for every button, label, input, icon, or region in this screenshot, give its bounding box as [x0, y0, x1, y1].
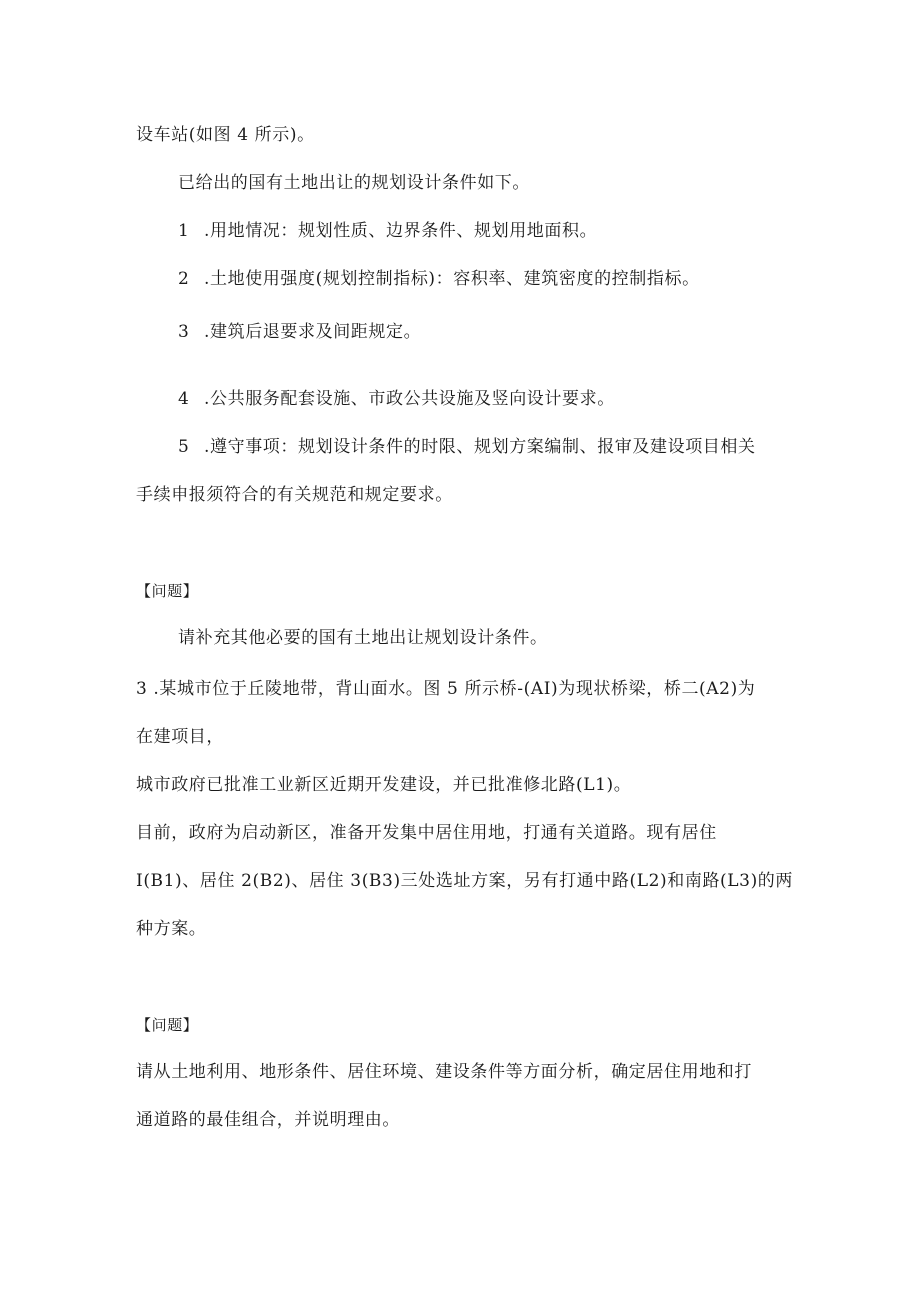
question-text: 通道路的最佳组合，并说明理由。: [136, 1110, 400, 1130]
problem-3-line: I(B1)、居住 2(B2)、居住 3(B3)三处选址方案，另有打通中路(L2)和南路(L3)的两: [136, 871, 794, 891]
condition-number: 4: [178, 389, 190, 409]
question-text: 请从土地利用、地形条件、居住环境、建设条件等方面分析，确定居住用地和打: [136, 1062, 752, 1082]
condition-item-5-continuation: 手续申报须符合的有关规范和规定要求。: [136, 485, 453, 505]
condition-number: 2: [178, 269, 190, 289]
paragraph-intro: 已给出的国有土地出让的规划设计条件如下。: [178, 173, 530, 193]
paragraph-line: 设车站(如图 4 所示)。: [136, 125, 315, 145]
problem-3-line: 在建项目，: [136, 727, 224, 747]
condition-text: .用地情况：规划性质、边界条件、规划用地面积。: [204, 221, 598, 241]
condition-item-1: [178, 220, 597, 242]
problem-3-line: 种方案。: [136, 919, 207, 939]
condition-text: .公共服务配套设施、市政公共设施及竖向设计要求。: [204, 389, 615, 409]
question-text: 请补充其他必要的国有土地出让规划设计条件。: [178, 628, 548, 648]
question-label: 【问题】: [136, 582, 199, 600]
condition-text: .建筑后退要求及间距规定。: [204, 322, 422, 342]
condition-item-5: [178, 436, 756, 458]
condition-number: 1: [178, 221, 190, 241]
problem-3-line: 3 .某城市位于丘陵地带，背山面水。图 5 所示桥-(AI)为现状桥梁，桥二(A2)为: [136, 679, 756, 699]
problem-3-line: 城市政府已批准工业新区近期开发建设，并已批准修北路(L1)。: [136, 775, 632, 795]
condition-text: .土地使用强度(规划控制指标)：容积率、建筑密度的控制指标。: [204, 269, 700, 289]
condition-item-3: [178, 321, 421, 343]
question-label: 【问题】: [136, 1016, 199, 1034]
condition-item-4: [178, 388, 615, 410]
problem-3-line: 目前，政府为启动新区，准备开发集中居住用地，打通有关道路。现有居住: [136, 823, 717, 843]
condition-number: 3: [178, 322, 190, 342]
condition-item-2: [178, 268, 700, 290]
condition-number: 5: [178, 437, 190, 457]
condition-text: .遵守事项：规划设计条件的时限、规划方案编制、报审及建设项目相关: [204, 437, 756, 457]
